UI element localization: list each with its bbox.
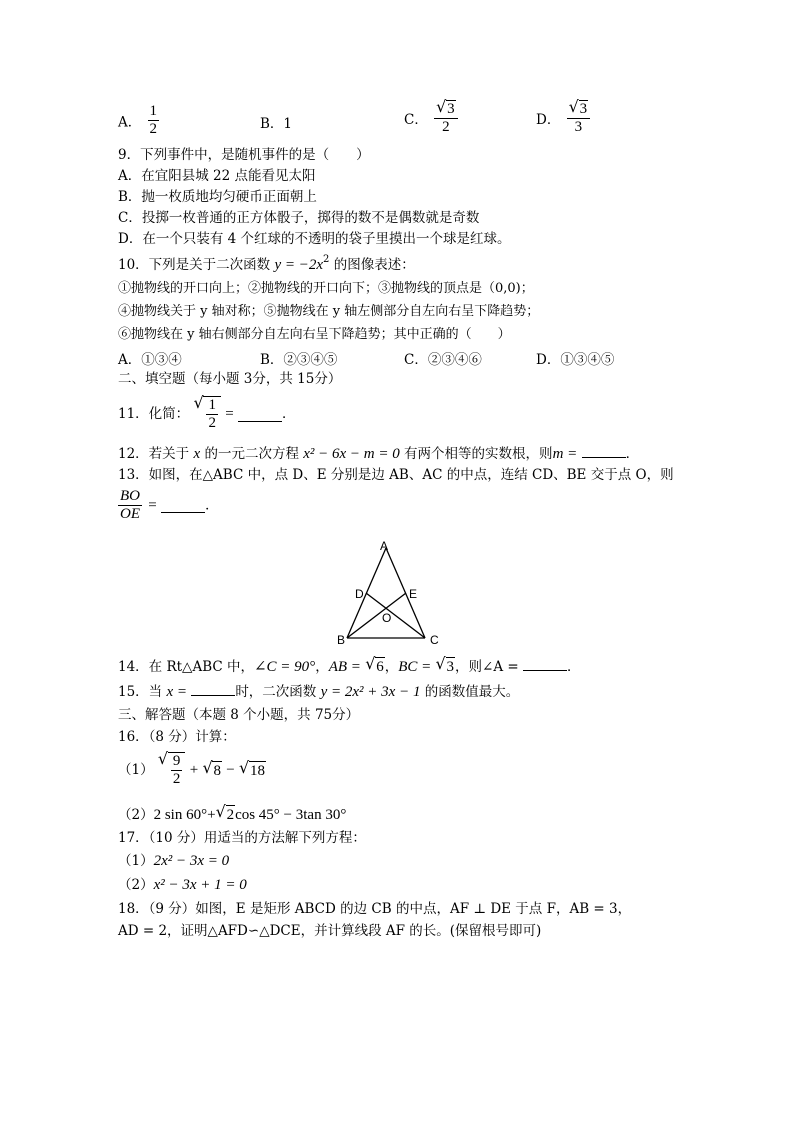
q10-statement-2: ④抛物线关于 y 轴对称；⑤抛物线在 y 轴左侧部分自左向右呈下降趋势； xyxy=(118,304,540,319)
q8-option-c: C． √ $\frac{3}{2}$ xyxy=(404,100,460,136)
q17-part-1: （1）2x² − 3x = 0 xyxy=(118,853,230,869)
q10-option-a: A．①③④ xyxy=(118,352,182,368)
q16-part-2: （2）2 sin 60°+√ 2cos 45° − 3tan 30° xyxy=(118,805,346,824)
sqrt: √ 3 xyxy=(570,100,589,118)
label-o: O xyxy=(382,611,392,625)
sqrt: √ 6 xyxy=(366,657,385,676)
q8-option-a: A． $\frac{1}{2}$ xyxy=(118,103,158,137)
sqrt: √ 3 xyxy=(437,100,456,118)
label-d: D xyxy=(355,587,364,601)
fraction: √ $\frac{9}{2}$ xyxy=(172,753,181,787)
sqrt: √ 8 xyxy=(203,761,222,780)
triangle-figure xyxy=(333,538,465,648)
q9-stem: 9．下列事件中，是随机事件的是（ ） xyxy=(118,147,370,163)
q14: 14．在 Rt△ABC 中，∠C = 90°，AB = √ 6，BC = √ 3，则∠A = ． xyxy=(118,656,581,676)
q10-option-d: D．①③④⑤ xyxy=(536,352,615,368)
sqrt: √ 3 xyxy=(437,657,456,676)
q10-stem: 10．下列是关于二次函数 $y = -2x^2$ 的图像表述： xyxy=(118,254,415,273)
answer-blank[interactable] xyxy=(191,681,235,696)
q16-part-1: （1） √ $\frac{9}{2}$ + √ 8 − √ 18 xyxy=(118,752,266,792)
q17-stem: 17．（10 分）用适当的方法解下列方程： xyxy=(118,830,366,846)
label-b: B xyxy=(337,633,346,647)
q13-fraction-line: $\frac{BO}{OE}$ = ． xyxy=(120,488,219,522)
q11: 11．化简： √ $\frac{1}{2}$ = ． xyxy=(118,396,296,436)
q16-stem: 16．（8 分）计算： xyxy=(118,729,236,745)
section-solutions-title: 三、解答题（本题 8 个小题，共 75分） xyxy=(118,707,360,723)
answer-blank[interactable] xyxy=(238,407,282,422)
q10-option-c: C．②③④⑥ xyxy=(404,352,482,368)
q9-option-b: B．抛一枚质地均匀硬币正面朝上 xyxy=(118,189,317,205)
q18-line-1: 18．（9 分）如图，E 是矩形 ABCD 的边 CB 的中点，AF ⊥ DE 于点 F，AB = 3， xyxy=(118,901,632,917)
q17-part-2: （2）x² − 3x + 1 = 0 xyxy=(118,877,247,893)
label-c: C xyxy=(430,633,439,647)
q9-option-a: A．在宜阳县城 22 点能看见太阳 xyxy=(118,168,316,184)
q10-option-b: B．②③④⑤ xyxy=(260,352,338,368)
q18-line-2: AD = 2，证明△AFD∽△DCE，并计算线段 AF 的长。(保留根号即可) xyxy=(118,923,542,939)
sqrt: √ 18 xyxy=(240,761,266,780)
sqrt: √ 2 xyxy=(217,805,236,824)
fraction: √ $\frac{3}{2}$ xyxy=(434,100,458,136)
answer-blank[interactable] xyxy=(161,498,205,513)
q10-statement-1: ①抛物线的开口向上；②抛物线的开口向下；③抛物线的顶点是（0,0)； xyxy=(118,281,534,296)
fraction: $\frac{BO}{OE}$ xyxy=(120,488,140,522)
q8-option-d: D． √ $\frac{3}{3}$ xyxy=(536,100,592,136)
sqrt xyxy=(194,396,221,432)
fraction: $\frac{1}{2}$ xyxy=(149,103,158,137)
label-e: E xyxy=(409,587,418,601)
q8-option-b: B．1 xyxy=(260,116,293,132)
q10-statement-3: ⑥抛物线在 y 轴右侧部分自左向右呈下降趋势；其中正确的（ ） xyxy=(118,327,511,342)
label-a: A xyxy=(380,539,389,553)
fraction: √ $\frac{3}{3}$ xyxy=(567,100,591,136)
q13-stem: 13．如图，在△ABC 中，点 D、E 分别是边 AB、AC 的中点，连结 CD、BE 交于点 O，则 xyxy=(118,467,674,483)
fraction: √ $\frac{1}{2}$ xyxy=(208,397,216,431)
section-fill-in-title: 二、填空题（每小题 3分，共 15分） xyxy=(118,371,342,387)
answer-blank[interactable] xyxy=(523,656,567,671)
answer-blank[interactable] xyxy=(582,443,626,458)
q9-option-c: C．投掷一枚普通的正方体骰子，掷得的数不是偶数就是奇数 xyxy=(118,210,480,226)
q12: 12．若关于 x 的一元二次方程 x² − 6x − m = 0 有两个相等的实数根，则m = ． xyxy=(118,443,639,463)
sqrt xyxy=(159,752,186,788)
q9-option-d: D．在一个只装有 4 个红球的不透明的袋子里摸出一个球是红球。 xyxy=(118,231,511,247)
q15: 15．当 x = 时，二次函数 y = 2x² + 3x − 1 的函数值最大。 xyxy=(118,681,519,701)
